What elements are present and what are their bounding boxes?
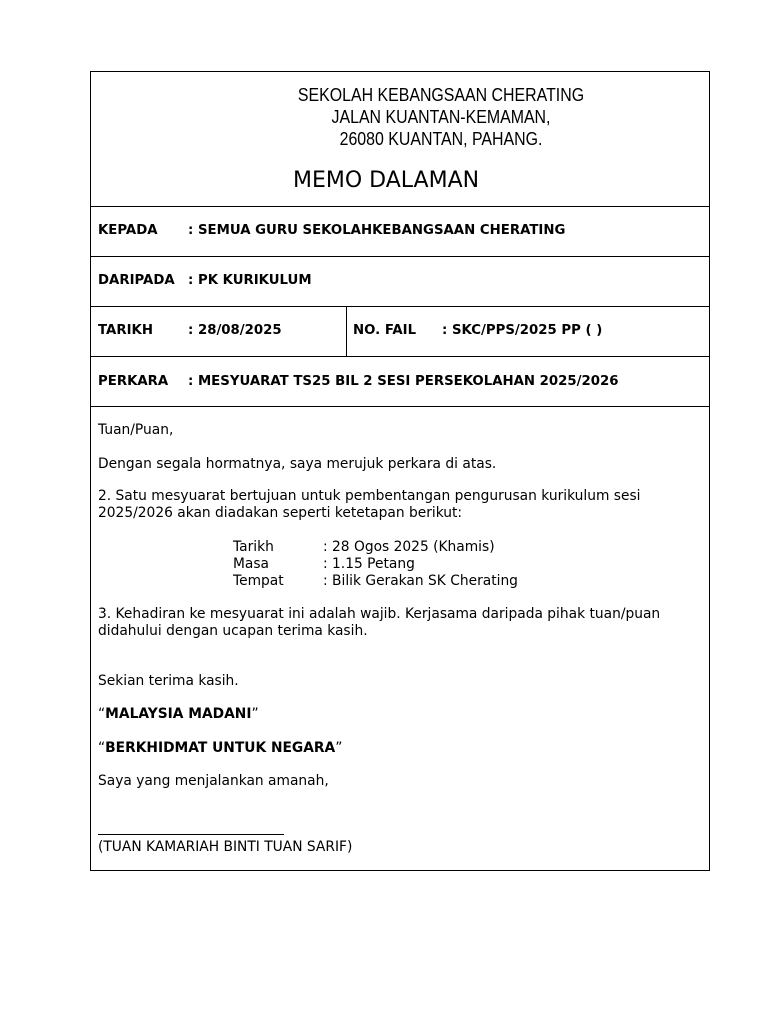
salutation: Tuan/Puan, [98, 422, 174, 438]
paragraph-2-line2: 2025/2026 akan diadakan seperti ketetapan berikut: [98, 505, 463, 521]
daripada-row [91, 257, 709, 307]
close-quote: ” [335, 740, 343, 756]
tarikh-label: TARIKH [98, 323, 153, 338]
slogan-1-text: MALAYSIA MADANI [105, 706, 252, 722]
open-quote: “ [98, 706, 106, 722]
paragraph-3-line2: didahului dengan ucapan terima kasih. [98, 623, 368, 639]
close-quote: ” [251, 706, 259, 722]
memo-document [90, 71, 710, 871]
detail-masa-value: : 1.15 Petang [323, 556, 415, 572]
tarikh-value: : 28/08/2025 [188, 323, 282, 338]
detail-tarikh-label: Tarikh [233, 539, 274, 555]
detail-tempat-value: : Bilik Gerakan SK Cherating [323, 573, 518, 589]
memo-title: MEMO DALAMAN [293, 168, 480, 193]
closing: Sekian terima kasih. [98, 673, 239, 689]
detail-tempat-label: Tempat [233, 573, 284, 589]
slogan-berkhidmat [98, 740, 342, 757]
perkara-label: PERKARA [98, 374, 169, 389]
paragraph-2-line1: 2. Satu mesyuarat bertujuan untuk pembentangan pengurusan kurikulum sesi [98, 488, 641, 504]
signature-line [98, 834, 284, 835]
detail-tarikh-value: : 28 Ogos 2025 (Khamis) [323, 539, 495, 555]
memo-header [91, 72, 709, 207]
daripada-value: : PK KURIKULUM [188, 273, 312, 288]
intro-paragraph: Dengan segala hormatnya, saya merujuk perkara di atas. [98, 456, 497, 472]
perkara-row [91, 357, 709, 407]
daripada-label: DARIPADA [98, 273, 175, 288]
slogan-malaysia-madani [98, 706, 259, 723]
sign-intro: Saya yang menjalankan amanah, [98, 773, 329, 789]
perkara-value: : MESYUARAT TS25 BIL 2 SESI PERSEKOLAHAN 2025/2026 [188, 374, 619, 389]
column-divider [346, 307, 347, 356]
tarikh-fail-row [91, 307, 709, 357]
kepada-value: : SEMUA GURU SEKOLAHKEBANGSAAN CHERATING [188, 223, 566, 238]
detail-masa-label: Masa [233, 556, 270, 572]
nofail-label: NO. FAIL [353, 323, 417, 338]
open-quote: “ [98, 740, 106, 756]
paragraph-3-line1: 3. Kehadiran ke mesyuarat ini adalah wajib. Kerjasama daripada pihak tuan/puan [98, 606, 661, 622]
school-name: SEKOLAH KEBANGSAAN CHERATING [297, 84, 585, 105]
nofail-value: : SKC/PPS/2025 PP ( ) [442, 323, 603, 338]
kepada-row [91, 206, 709, 257]
school-address-line1: JALAN KUANTAN-KEMAMAN, [331, 106, 551, 127]
slogan-2-text: BERKHIDMAT UNTUK NEGARA [105, 740, 336, 756]
school-address-line2: 26080 KUANTAN, PAHANG. [339, 128, 543, 149]
signatory-name: (TUAN KAMARIAH BINTI TUAN SARIF) [98, 839, 353, 855]
kepada-label: KEPADA [98, 223, 158, 238]
